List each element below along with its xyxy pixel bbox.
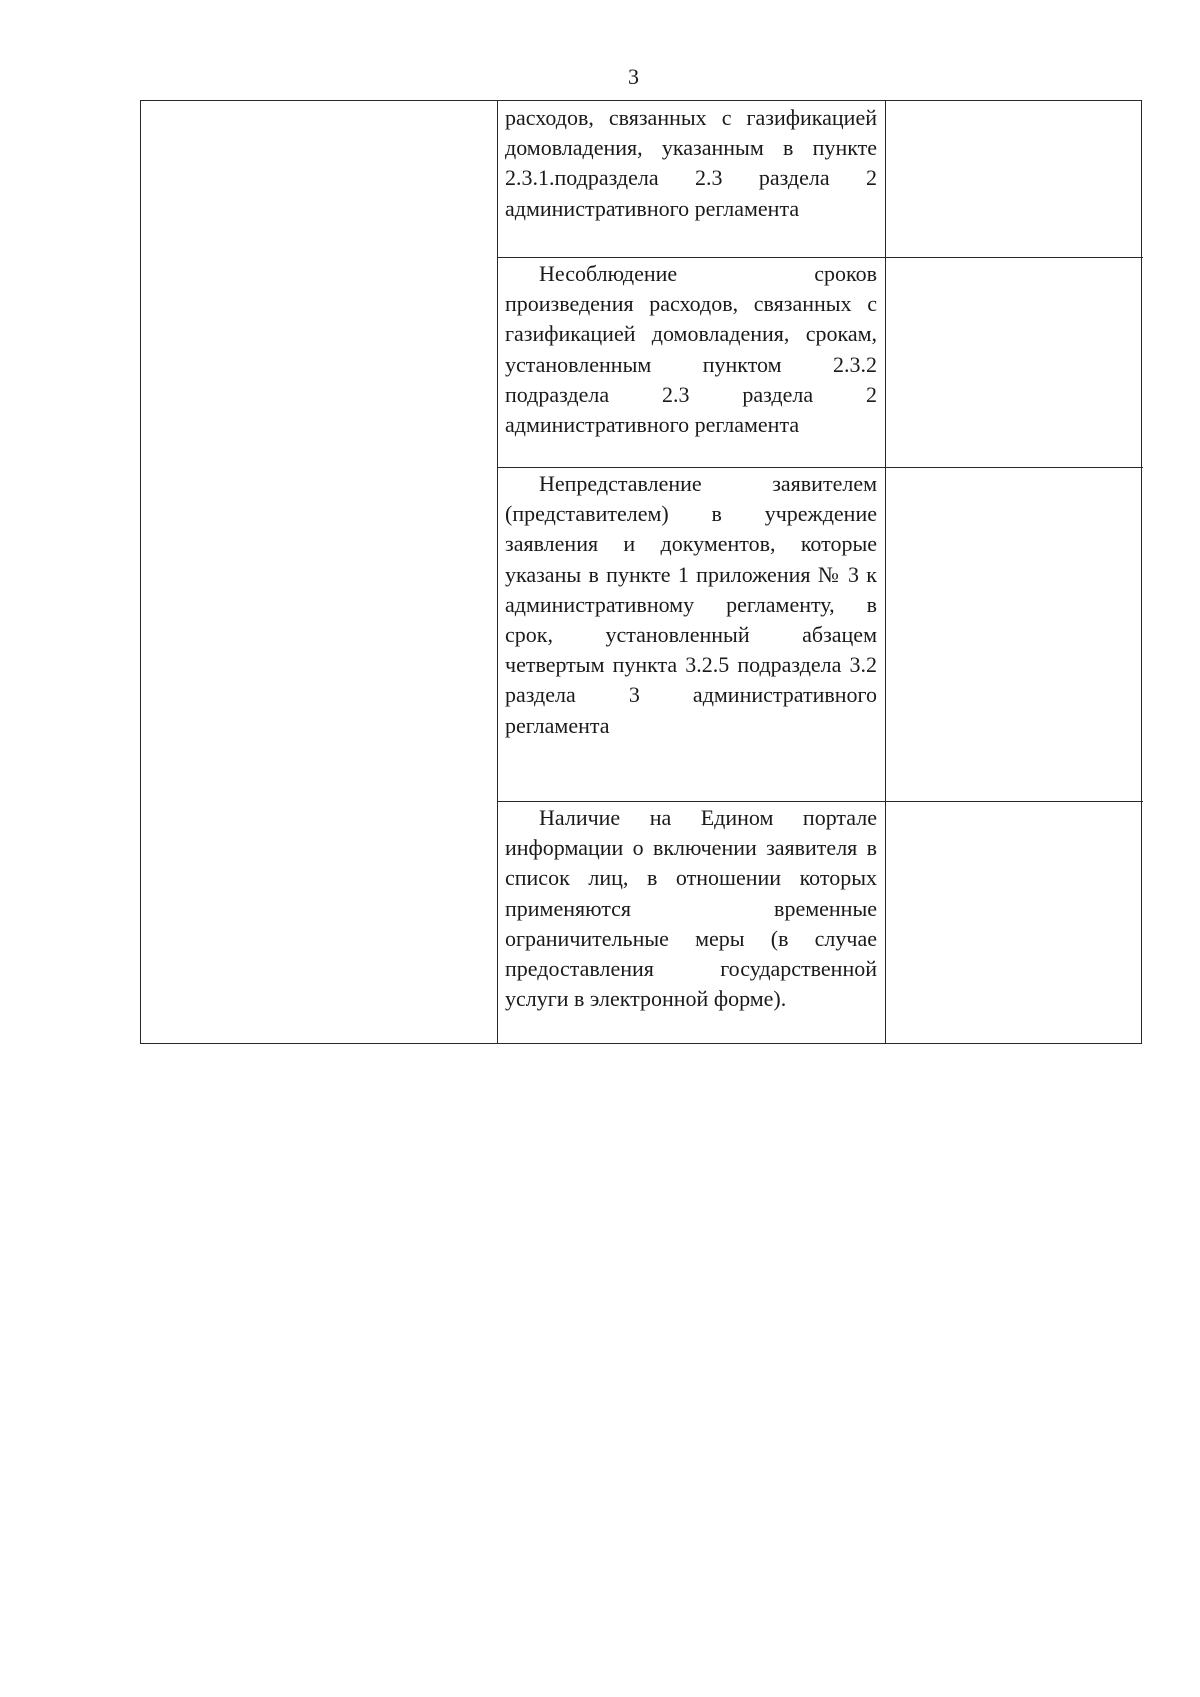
column-divider-right xyxy=(885,101,886,1043)
table-row-3-text: Непредставление заявителем (представителем) в учреждение заявления и документов, которые указаны в пункте 1 приложения № 3 к административному регламенту, в срок, установленный абзацем четвертым пункта 3.2.5 подраздела 3.2 раздела 3 административного регламента xyxy=(505,471,877,738)
row-divider-2 xyxy=(497,467,1143,468)
row-divider-3 xyxy=(497,801,1143,802)
row-divider-1 xyxy=(497,257,1143,258)
regulation-table xyxy=(140,100,1142,1044)
table-row-4-text: Наличие на Едином портале информации о включении заявителя в список лиц, в отношении которых применяются временные ограничительные меры (в случае предоставления государственной услуги в электронной форме). xyxy=(505,805,877,1012)
column-divider-left xyxy=(497,101,498,1043)
page-number: 3 xyxy=(628,64,639,89)
table-row-2-text: Несоблюдение сроков произведения расходов, связанных с газификацией домовладения, срокам, установленным пунктом 2.3.2 подраздела 2.3 раздела 2 административного регламента xyxy=(505,261,877,438)
table-row-1-text: расходов, связанных с газификацией домовладения, указанным в пункте 2.3.1.подраздела 2.3 раздела 2 административного регламента xyxy=(505,105,877,221)
